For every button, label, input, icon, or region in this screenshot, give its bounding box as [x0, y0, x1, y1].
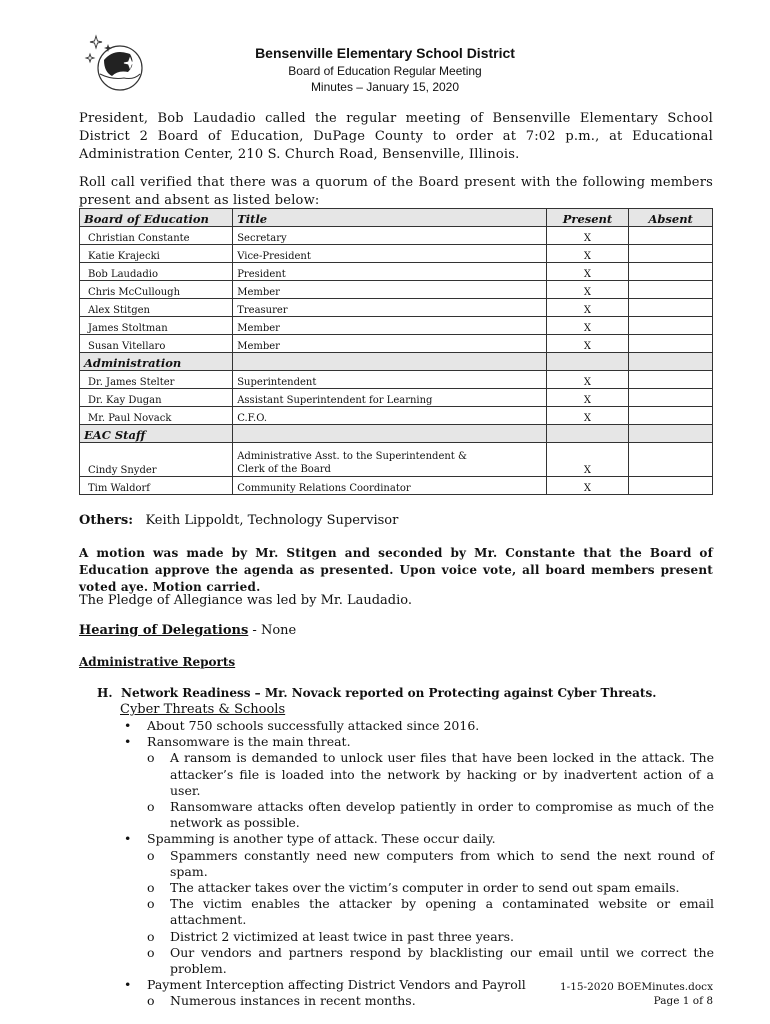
- circle-bullet-icon: o: [147, 880, 155, 896]
- bullet-icon: •: [124, 977, 132, 993]
- present-mark: X: [546, 477, 629, 495]
- table-row: [80, 389, 713, 407]
- list-item: • Spamming is another type of attack. These occur daily.: [124, 831, 496, 847]
- sub-list-item: o A ransom is demanded to unlock user files that have been locked in the attack. The attacker’s file is loaded into the network by hacking or by inadvertent action of a user.: [147, 750, 714, 798]
- section-row-administration: [80, 353, 713, 371]
- admin-reports-heading: Administrative Reports: [79, 655, 236, 669]
- member-title: Member: [233, 335, 546, 353]
- circle-bullet-icon: o: [147, 799, 155, 815]
- member-title: President: [233, 263, 546, 281]
- circle-bullet-icon: o: [147, 750, 155, 766]
- table-row: [80, 245, 713, 263]
- intro-paragraph: President, Bob Laudadio called the regular meeting of Bensenville Elementary School District 2 Board of Education, DuPage County to order at 7:02 p.m., at Educational Administration Center, 210 S. Church Road, Bensenville, Illinois.: [79, 111, 713, 162]
- present-mark: X: [546, 245, 629, 263]
- member-name: Dr. Kay Dugan: [80, 389, 233, 407]
- meeting-title: Board of Education Regular Meeting: [288, 64, 482, 78]
- absent-mark: [629, 299, 713, 317]
- table-row: [80, 281, 713, 299]
- list-item: • About 750 schools successfully attacked since 2016.: [124, 718, 480, 733]
- table-row: [80, 335, 713, 353]
- table-row: [80, 371, 713, 389]
- bullet-icon: •: [124, 734, 132, 750]
- member-title: Treasurer: [233, 299, 546, 317]
- others-line: [79, 512, 398, 529]
- sub-list-item: o Our vendors and partners respond by blacklisting our email until we correct the problem.: [147, 944, 714, 977]
- member-title: Secretary: [233, 227, 546, 245]
- hearing-line: [79, 622, 296, 639]
- col-header-title: Title: [233, 209, 546, 227]
- hearing-text: - None: [248, 623, 297, 638]
- section-h-heading: [97, 686, 656, 700]
- member-title: Assistant Superintendent for Learning: [233, 389, 546, 407]
- section-row-eac-staff: [80, 425, 713, 443]
- footer-filename: 1-15-2020 BOEMinutes.docx: [559, 981, 713, 993]
- others-text: Keith Lippoldt, Technology Supervisor: [145, 513, 399, 528]
- table-row: [80, 317, 713, 335]
- col-header-absent: Absent: [629, 209, 713, 227]
- member-name: Christian Constante: [80, 227, 233, 245]
- member-name: Bob Laudadio: [80, 263, 233, 281]
- absent-mark: [629, 227, 713, 245]
- member-name: Mr. Paul Novack: [80, 407, 233, 425]
- absent-mark: [629, 477, 713, 495]
- member-name: Dr. James Stelter: [80, 371, 233, 389]
- list-item: • Ransomware is the main threat.: [124, 734, 351, 750]
- present-mark: X: [546, 389, 629, 407]
- absent-mark: [629, 317, 713, 335]
- sub-list-item: o Ransomware attacks often develop patiently in order to compromise as much of the network as possible.: [147, 799, 714, 831]
- motion-paragraph: A motion was made by Mr. Stitgen and seconded by Mr. Constante that the Board of Education approve the agenda as presented. Upon voice vote, all board members present voted aye. Motion carried.: [79, 546, 713, 594]
- member-title: Member: [233, 281, 546, 299]
- circle-bullet-icon: o: [147, 928, 155, 944]
- subheading: Cyber Threats & Schools: [120, 702, 286, 717]
- present-mark: X: [546, 281, 629, 299]
- present-mark: X: [546, 227, 629, 245]
- member-name: Katie Krajecki: [80, 245, 233, 263]
- member-title-line1: Administrative Asst. to the Superintendent &: [237, 451, 467, 462]
- circle-bullet-icon: o: [147, 896, 155, 912]
- col-header-present: Present: [546, 209, 629, 227]
- hearing-label: Hearing of Delegations: [79, 623, 249, 638]
- member-name: Tim Waldorf: [80, 477, 233, 495]
- present-mark: X: [546, 443, 629, 477]
- absent-mark: [629, 407, 713, 425]
- section-number: H.: [97, 686, 113, 700]
- member-name: James Stoltman: [80, 317, 233, 335]
- member-name: Susan Vitellaro: [80, 335, 233, 353]
- present-mark: X: [546, 317, 629, 335]
- list-item: • Payment Interception affecting District Vendors and Payroll: [124, 977, 526, 993]
- absent-mark: [629, 389, 713, 407]
- table-row: [80, 227, 713, 245]
- absent-mark: [629, 245, 713, 263]
- sub-list-item: o The victim enables the attacker by opening a contaminated website or email attachment.: [147, 896, 714, 928]
- circle-bullet-icon: o: [147, 993, 155, 1009]
- absent-mark: [629, 281, 713, 299]
- district-title: Bensenville Elementary School District: [255, 45, 515, 61]
- member-name: Chris McCullough: [80, 281, 233, 299]
- sub-list-item: o Spammers constantly need new computers from which to send the next round of spam.: [147, 847, 714, 879]
- member-title: [233, 443, 546, 477]
- member-title: Member: [233, 317, 546, 335]
- present-mark: X: [546, 407, 629, 425]
- present-mark: X: [546, 299, 629, 317]
- bullet-icon: •: [124, 718, 132, 733]
- member-title: Vice-President: [233, 245, 546, 263]
- bullet-icon: •: [124, 831, 132, 847]
- table-row: [80, 407, 713, 425]
- table-row: [80, 299, 713, 317]
- absent-mark: [629, 371, 713, 389]
- member-name: Cindy Snyder: [80, 443, 233, 477]
- table-row: [80, 443, 713, 477]
- absent-mark: [629, 443, 713, 477]
- absent-mark: [629, 335, 713, 353]
- meeting-date: Minutes – January 15, 2020: [310, 80, 460, 94]
- member-title: Superintendent: [233, 371, 546, 389]
- section-label: Administration: [80, 353, 233, 371]
- pledge-line: The Pledge of Allegiance was led by Mr. Laudadio.: [79, 593, 412, 608]
- table-header-row: [80, 209, 713, 227]
- sub-list-item: o Numerous instances in recent months.: [147, 993, 416, 1009]
- sub-list-item: o The attacker takes over the victim’s computer in order to send out spam emails.: [147, 880, 680, 896]
- present-mark: X: [546, 371, 629, 389]
- bullet-list: [120, 718, 714, 1010]
- member-title: Community Relations Coordinator: [233, 477, 546, 495]
- present-mark: X: [546, 263, 629, 281]
- member-title-line2: Clerk of the Board: [237, 464, 331, 475]
- absent-mark: [629, 263, 713, 281]
- circle-bullet-icon: o: [147, 847, 155, 863]
- sub-list-item: o District 2 victimized at least twice in past three years.: [147, 928, 515, 944]
- attendance-table: [79, 208, 713, 495]
- circle-bullet-icon: o: [147, 944, 155, 960]
- others-label: Others:: [79, 513, 134, 528]
- present-mark: X: [546, 335, 629, 353]
- member-name: Alex Stitgen: [80, 299, 233, 317]
- col-header-board: Board of Education: [80, 209, 233, 227]
- table-row: [80, 263, 713, 281]
- footer-page-number: Page 1 of 8: [653, 995, 713, 1007]
- rollcall-paragraph: Roll call verified that there was a quorum of the Board present with the following members present and absent as listed below:: [79, 175, 713, 208]
- section-label: EAC Staff: [80, 425, 233, 443]
- member-title: C.F.O.: [233, 407, 546, 425]
- section-title: Network Readiness – Mr. Novack reported on Protecting against Cyber Threats.: [121, 686, 657, 700]
- table-row: [80, 477, 713, 495]
